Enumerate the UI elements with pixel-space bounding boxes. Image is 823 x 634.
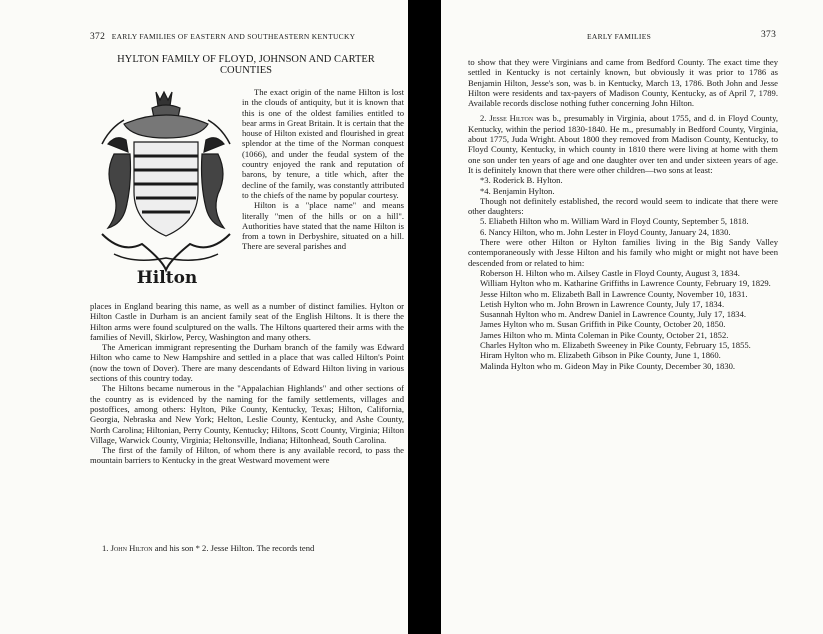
right-running-header: EARLY FAMILIES [587, 32, 652, 41]
paragraph [90, 543, 404, 553]
section-title [88, 54, 404, 76]
main-text [90, 301, 404, 466]
child-item: *3. Roderick B. Hylton. [480, 175, 563, 186]
entry-text: and his son * 2. Jesse Hilton. The records tend [152, 543, 315, 553]
paragraph: Roberson H. Hilton who m. Ailsey Castle in Floyd County, August 3, 1834. [480, 267, 740, 278]
entry-name: John Hilton [110, 543, 153, 553]
paragraph: Malinda Hylton who m. Gideon May in Pike County, December 30, 1830. [480, 360, 736, 371]
child-item: *4. Benjamin Hylton. [480, 185, 555, 196]
paragraph: Jesse Hilton who m. Elizabeth Ball in Lawrence County, November 10, 1831. [480, 288, 748, 299]
right-main-text [468, 57, 778, 371]
paragraph: Susannah Hylton who m. Andrew Daniel in Lawrence County, July 17, 1834. [480, 309, 747, 320]
paragraph: Charles Hylton who m. Elizabeth Sweeney in Pike County, February 15, 1855. [480, 340, 751, 351]
paragraph: James Hylton who m. Susan Griffith in Pike County, October 20, 1850. [480, 319, 726, 330]
paragraph: James Hilton who m. Minta Coleman in Pike County, October 21, 1852. [480, 329, 729, 340]
final-line [90, 543, 404, 553]
entry-text: was b., presumably in Virginia, about 1755, and d. in Floyd County, Kentucky, within the period 1830-1840. He m., presumably in Bedford County, Virginia, about 1775, Juda Wright. About 1800 they removed from Madison County, Kentucky, to Floyd County, Kentucky, in which county in 1810 there were living at home with them one son under ten years of age and one daughter over ten and under sixteen years of age. It is definitely known that there were other children—two sons at least: [468, 113, 779, 175]
right-page-number: 373 [761, 30, 777, 40]
paragraph: There were other Hilton or Hylton families living in the Big Sandy Valley contemporaneously with Jesse Hilton and his family who might or might not have been descended from or related to him: [468, 237, 778, 268]
left-running-header: EARLY FAMILIES OF EASTERN AND SOUTHEASTERN KENTUCKY [111, 32, 356, 41]
left-page [0, 0, 408, 634]
paragraph: 6. Nancy Hilton, who m. John Lester in Floyd County, January 24, 1830. [480, 226, 731, 237]
coat-of-arms-icon [94, 84, 238, 294]
paragraph: Hilton is a "place name" and means literally "men of the hills or on a hill". Authorities have stated that the name Hilton is from a town in Derbyshire, situated on a hill. There are several parishes and [242, 200, 404, 252]
wrap-text [242, 87, 404, 252]
paragraph: The Hiltons became numerous in the "Appalachian Highlands" and other sections of the country as is evidenced by the naming for the family settlements, villages and postoffices, among others: Hylton, Pike County, Kentucky, Texas; Hilton, California, Georgia, Nebraska and New York; Helton, Leslie County, Kentucky, and Ashe County, North Carolina; Hiltonian, Perry County, Kentucky; Hiltons, Scott County, Virginia; Hilton Village, Warwick County, Virginia; Heltonsville, Indiana; Hiltonhead, South Carolina. [90, 383, 404, 445]
paragraph: Hiram Hylton who m. Elizabeth Gibson in Pike County, June 1, 1860. [480, 350, 721, 361]
paragraph: Letish Hylton who m. John Brown in Lawrence County, July 17, 1834. [480, 298, 725, 309]
left-page-number: 372 [90, 32, 106, 42]
paragraph: to show that they were Virginians and came from Bedford County. The exact time they settled in Kentucky is not certainly known, but obviously it was prior to 1786 as Benjamin Hilton, Jesse's son, was b. in Kentucky, March 13, 1786. Both John and Jesse Hilton were residents and tax-payers of Madison County, Kentucky, as of April 7, 1789. Available records disclose nothing futher concerning John Hilton. [468, 57, 778, 109]
paragraph: The exact origin of the name Hilton is lost in the clouds of antiquity, but it is known that this is one of the oldest families entitled to bear arms in Great Britain. It is certain that the house of Hilton existed and flourished in great splendor at the time of the Norman conquest (1066), and under the feudal system of the country enjoyed the rank and reputation of barons, by tenure, a title which, after the decline of the family, was constantly attributed to the chiefs of the name by popular courtesy. [242, 87, 404, 200]
crest-caption: Hilton [136, 268, 198, 288]
entry-name: Jesse Hilton [489, 113, 534, 124]
section-title-line2: COUNTIES [220, 65, 272, 76]
paragraph [468, 113, 778, 175]
left-header [90, 32, 355, 42]
paragraph: 5. Eliabeth Hilton who m. William Ward in Floyd County, September 5, 1818. [480, 216, 749, 227]
paragraph: William Hylton who m. Katharine Griffiths in Lawrence County, February 19, 1829. [480, 278, 771, 289]
paragraph: The first of the family of Hilton, of whom there is any available record, to pass the mountain barriers to Kentucky in the great Westward movement were [90, 445, 404, 466]
paragraph: places in England bearing this name, as well as a number of distinct families. Hylton or Hilton Castle in Durham is an ancient family seat of the English Hiltons. It is there the Hilton arms were found sculptured on the walls. The Hiltons quartered their arms with the families of Nevill, Skirlow, Percy, Washington and many others. [90, 301, 404, 342]
entry-number: 1. [102, 543, 111, 553]
page-gutter [408, 0, 441, 634]
entry-number: 2. [480, 113, 490, 124]
paragraph: Though not definitely established, the record would seem to indicate that there were other daughters: [468, 195, 778, 217]
section-title-line1: HYLTON FAMILY OF FLOYD, JOHNSON AND CARTER [117, 54, 375, 65]
paragraph: The American immigrant representing the Durham branch of the family was Edward Hilton who came to New Hampshire and settled in a place that was called Hilton's Point (now the town of Dover). There are many descendants of Edward Hilton living in various sections of this country today. [90, 342, 404, 384]
